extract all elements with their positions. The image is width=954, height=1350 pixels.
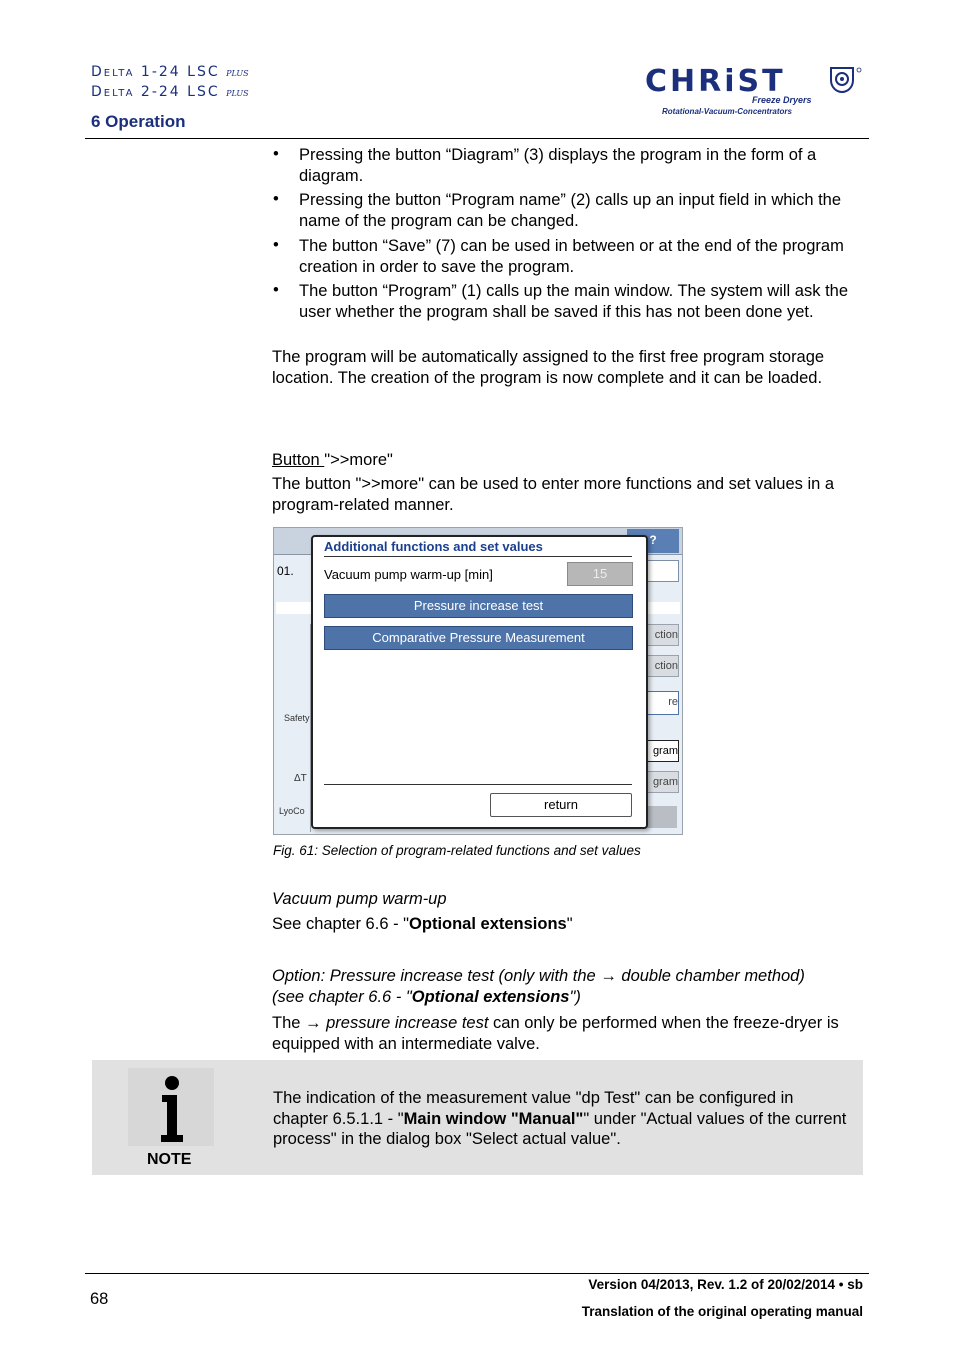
bg-function-2: ction xyxy=(642,655,679,677)
bg-left-column xyxy=(276,624,311,832)
note-text: The indication of the measurement value "dp Test" can be configured in chapter 6.5.1.1 - "Main window "Manual"" under "Actual values of the current process" in the dialog box "Select actual value". xyxy=(273,1089,847,1148)
bg-safety-label: Safety xyxy=(284,713,310,723)
bullet-program: The button “Program” (1) calls up the main window. The system will ask the user whether the program shall be saved if this has not been done yet. xyxy=(299,282,849,321)
more-heading-link: Button xyxy=(272,451,325,469)
pressure-increase-test-button[interactable]: Pressure increase test xyxy=(324,594,633,618)
paragraph-more: The button ">>more" can be used to enter more functions and set values in a program-related manner. xyxy=(272,475,835,514)
pressure-paragraph: The → pressure increase test can only be performed when the freeze-dryer is equipped with an intermediate valve. xyxy=(272,1014,839,1053)
bullet-symbol: • xyxy=(273,236,279,254)
bullet-symbol: • xyxy=(273,281,279,299)
bullet-symbol: • xyxy=(273,190,279,208)
more-heading xyxy=(272,450,866,471)
dialog-bottom-divider xyxy=(324,784,632,785)
return-button[interactable]: return xyxy=(490,793,632,817)
bg-program-1: gram xyxy=(642,740,679,762)
bg-delta-t-label: ΔT xyxy=(294,773,307,784)
bg-program-2: gram xyxy=(642,771,679,793)
bg-lyo-label: LyoCo xyxy=(279,806,305,816)
brand-logo: CHRiST xyxy=(645,64,786,99)
bullet-symbol: • xyxy=(273,145,279,163)
additional-functions-dialog xyxy=(311,535,648,829)
figure-caption: Fig. 61: Selection of program-related functions and set values xyxy=(273,843,641,858)
bg-function-1: ction xyxy=(642,624,679,646)
section-title: 6 Operation xyxy=(91,112,186,131)
bg-more-button: re xyxy=(642,691,679,715)
page-number: 68 xyxy=(90,1290,109,1308)
brand-sub-rvc: Rotational-Vacuum-Concentrators xyxy=(662,107,792,116)
bullet-save: The button “Save” (7) can be used in between or at the end of the program creation in order to save the program. xyxy=(299,237,844,276)
info-icon xyxy=(158,1075,186,1143)
header-divider xyxy=(85,138,869,139)
footer-version: Version 04/2013, Rev. 1.2 of 20/02/2014 • sb xyxy=(588,1277,863,1292)
paragraph-auto-assign: The program will be automatically assigned to the first free program storage location. The creation of the program is now complete and it can be loaded. xyxy=(272,348,825,387)
footer-divider xyxy=(85,1273,869,1274)
brand-sub-freeze: Freeze Dryers xyxy=(752,95,812,105)
bullet-diagram: Pressing the button “Diagram” (3) displays the program in the form of a diagram. xyxy=(299,146,817,185)
dialog-title-divider xyxy=(324,556,632,557)
option-heading: Option: Pressure increase test (only with the → double chamber method) (see chapter 6.6 - "Optional extensions") xyxy=(272,967,805,1006)
dialog-title: Additional functions and set values xyxy=(324,539,543,554)
comparative-pressure-button[interactable]: Comparative Pressure Measurement xyxy=(324,626,633,650)
brand-emblem-icon xyxy=(829,66,863,94)
note-label: NOTE xyxy=(147,1151,192,1168)
warmup-label: Vacuum pump warm-up [min] xyxy=(324,567,493,582)
model-line-1: Delta 1-24 LSC plus xyxy=(91,64,249,80)
warmup-value-field[interactable]: 15 xyxy=(567,562,633,586)
bg-row-number: 01. xyxy=(277,564,294,578)
footer-translation: Translation of the original operating manual xyxy=(581,1304,863,1319)
bullet-program-name: Pressing the button “Program name” (2) calls up an input field in which the name of the program can be changed. xyxy=(299,191,842,230)
bg-help-tab: ? xyxy=(627,529,679,553)
see-chapter-line: See chapter 6.6 - "Optional extensions" xyxy=(272,915,573,933)
warmup-heading: Vacuum pump warm-up xyxy=(272,890,447,908)
model-line-2: Delta 2-24 LSC plus xyxy=(91,84,249,100)
more-heading-rest: ">>more" xyxy=(324,451,393,469)
